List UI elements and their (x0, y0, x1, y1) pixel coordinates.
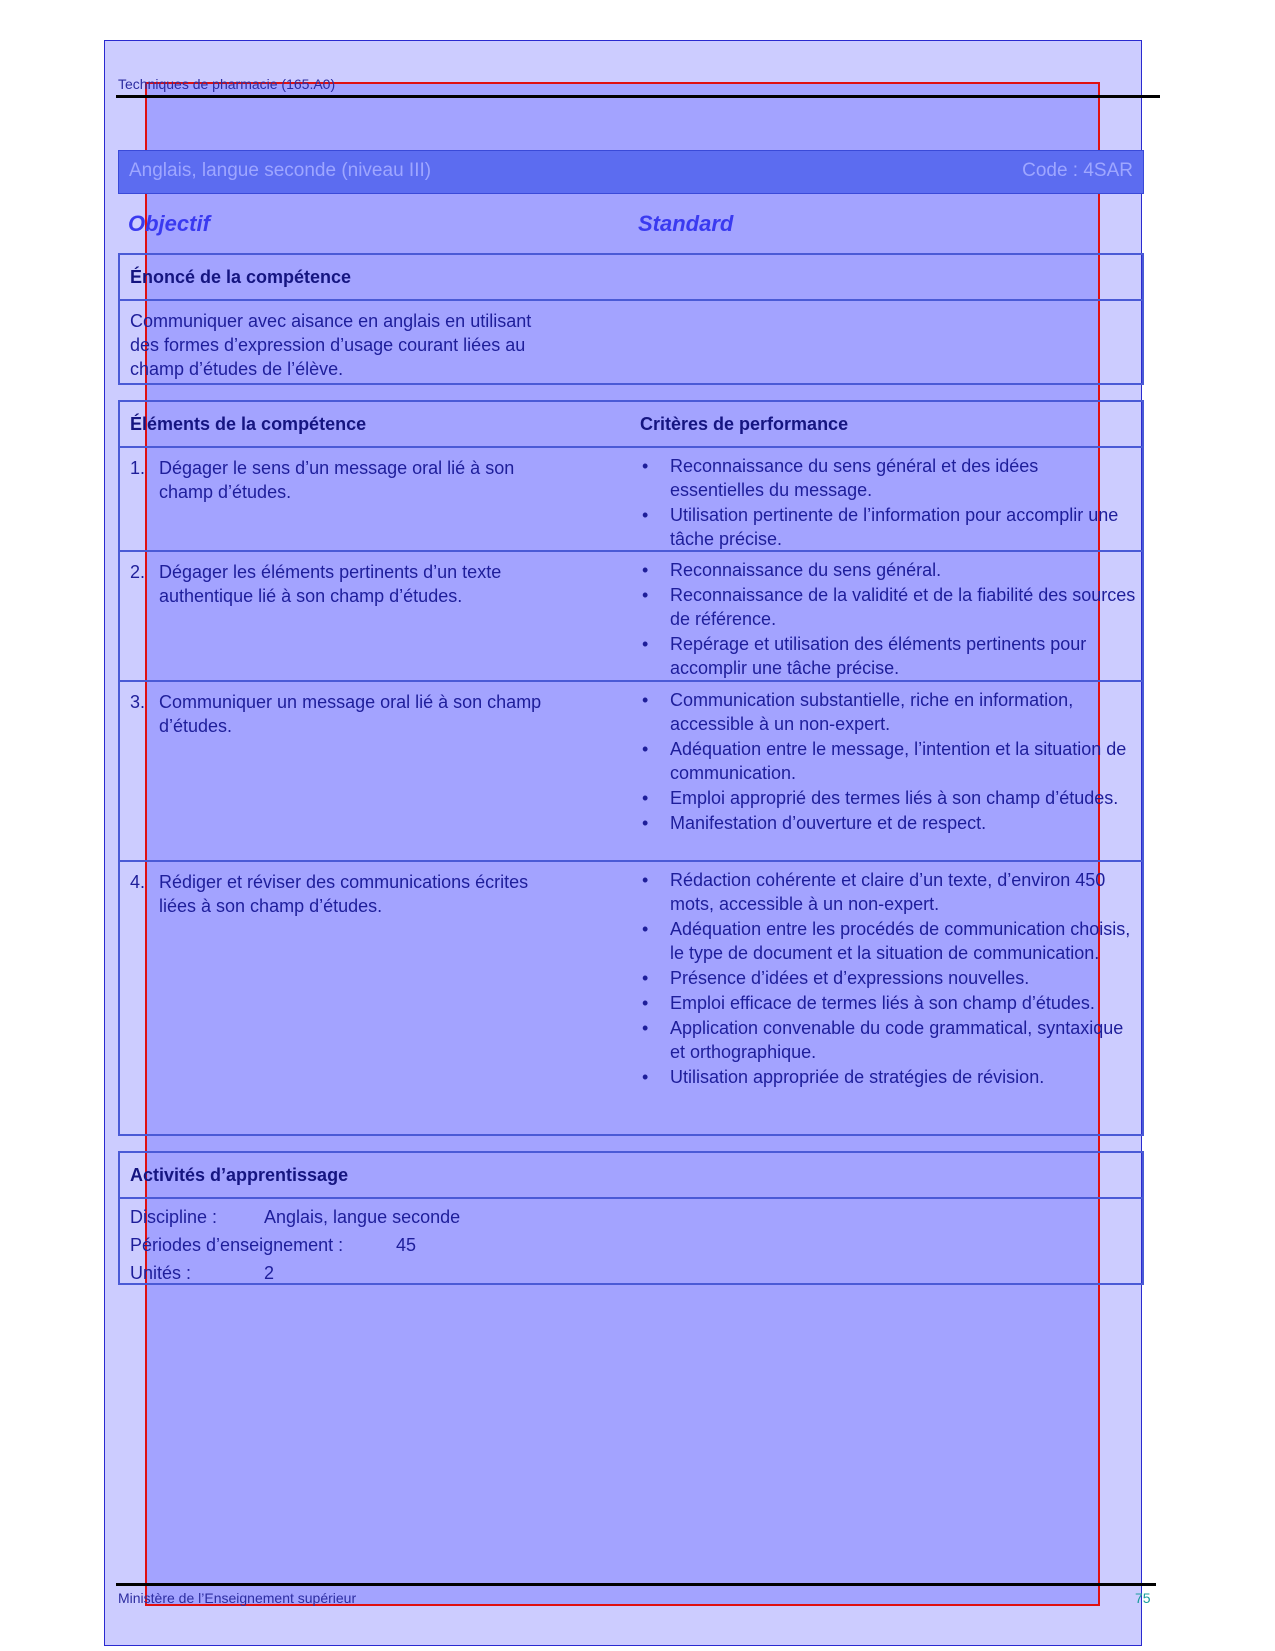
list-item: • Repérage et utilisation des éléments pertinents pour accomplir une tâche précise. (640, 632, 1136, 680)
element-3: 3. Communiquer un message oral lié à son champ d’études. (130, 692, 542, 736)
discipline-label: Discipline : (130, 1207, 218, 1227)
course-title: Anglais, langue seconde (niveau III) (129, 160, 432, 181)
list-item: • Manifestation d’ouverture et de respect. (640, 811, 1136, 835)
activities-header-row (120, 1153, 1142, 1199)
statement-text: Communiquer avec aisance en anglais en utilisant des formes d’expression d’usage courant liées au champ d’études de l’élève. (130, 311, 532, 379)
element-1: 1. Dégager le sens d’un message oral lié à son champ d’études. (130, 458, 515, 502)
table-row (120, 550, 1142, 682)
criteria-heading: Critères de performance (640, 414, 849, 434)
table-row (120, 446, 1142, 552)
discipline-line (130, 1207, 460, 1228)
criteria-list-4 (640, 868, 1136, 1090)
elements-criteria-table (118, 400, 1144, 1136)
objective-heading: Objectif (128, 211, 210, 236)
units-label: Unités : (130, 1263, 192, 1283)
elements-heading: Éléments de la compétence (130, 414, 367, 434)
units-line (130, 1263, 274, 1284)
periods-line (130, 1235, 416, 1256)
criteria-list-2 (640, 558, 1136, 681)
criteria-list-3 (640, 688, 1136, 836)
periods-label: Périodes d’enseignement : (130, 1235, 344, 1255)
units-value: 2 (264, 1263, 275, 1283)
page-number: 75 (1135, 1590, 1151, 1606)
list-item: • Adéquation entre les procédés de communication choisis, le type de document et la situation de communication. (640, 917, 1136, 965)
list-item: • Reconnaissance de la validité et de la fiabilité des sources de référence. (640, 583, 1136, 631)
list-item: • Rédaction cohérente et claire d’un texte, d’environ 450 mots, accessible à un non-expert. (640, 868, 1136, 916)
table-row (120, 860, 1142, 1136)
discipline-value: Anglais, langue seconde (264, 1207, 461, 1227)
list-item: • Communication substantielle, riche en information, accessible à un non-expert. (640, 688, 1136, 736)
periods-value: 45 (396, 1235, 417, 1255)
standard-heading: Standard (638, 211, 734, 236)
list-item: • Reconnaissance du sens général. (640, 558, 1136, 582)
header-rule (116, 95, 1160, 98)
activities-box (118, 1151, 1144, 1285)
statement-header-row (120, 255, 1142, 301)
statement-heading: Énoncé de la compétence (130, 267, 352, 287)
list-item: • Emploi efficace de termes liés à son champ d’études. (640, 991, 1136, 1015)
list-item: • Emploi approprié des termes liés à son champ d’études. (640, 786, 1136, 810)
element-4: 4. Rédiger et réviser des communications écrites liées à son champ d’études. (130, 872, 529, 916)
list-item: • Utilisation appropriée de stratégies de révision. (640, 1065, 1136, 1089)
statement-box (118, 253, 1144, 385)
list-item: • Présence d’idées et d’expressions nouvelles. (640, 966, 1136, 990)
footer-rule (116, 1583, 1156, 1586)
list-item: • Reconnaissance du sens général et des idées essentielles du message. (640, 454, 1136, 502)
table-row (120, 680, 1142, 862)
course-code: Code : 4SAR (1022, 160, 1133, 181)
elements-header-row (120, 402, 1142, 446)
criteria-list-1 (640, 454, 1136, 552)
list-item: • Adéquation entre le message, l’intention et la situation de communication. (640, 737, 1136, 785)
running-header: Techniques de pharmacie (165.A0) (118, 76, 336, 92)
footer-ministry: Ministère de l’Enseignement supérieur (118, 1590, 357, 1606)
list-item: • Utilisation pertinente de l’information pour accomplir une tâche précise. (640, 503, 1136, 551)
element-2: 2. Dégager les éléments pertinents d’un texte authentique lié à son champ d’études. (130, 562, 502, 606)
course-title-bar (118, 150, 1144, 194)
list-item: • Application convenable du code grammatical, syntaxique et orthographique. (640, 1016, 1136, 1064)
activities-heading: Activités d’apprentissage (130, 1165, 349, 1185)
